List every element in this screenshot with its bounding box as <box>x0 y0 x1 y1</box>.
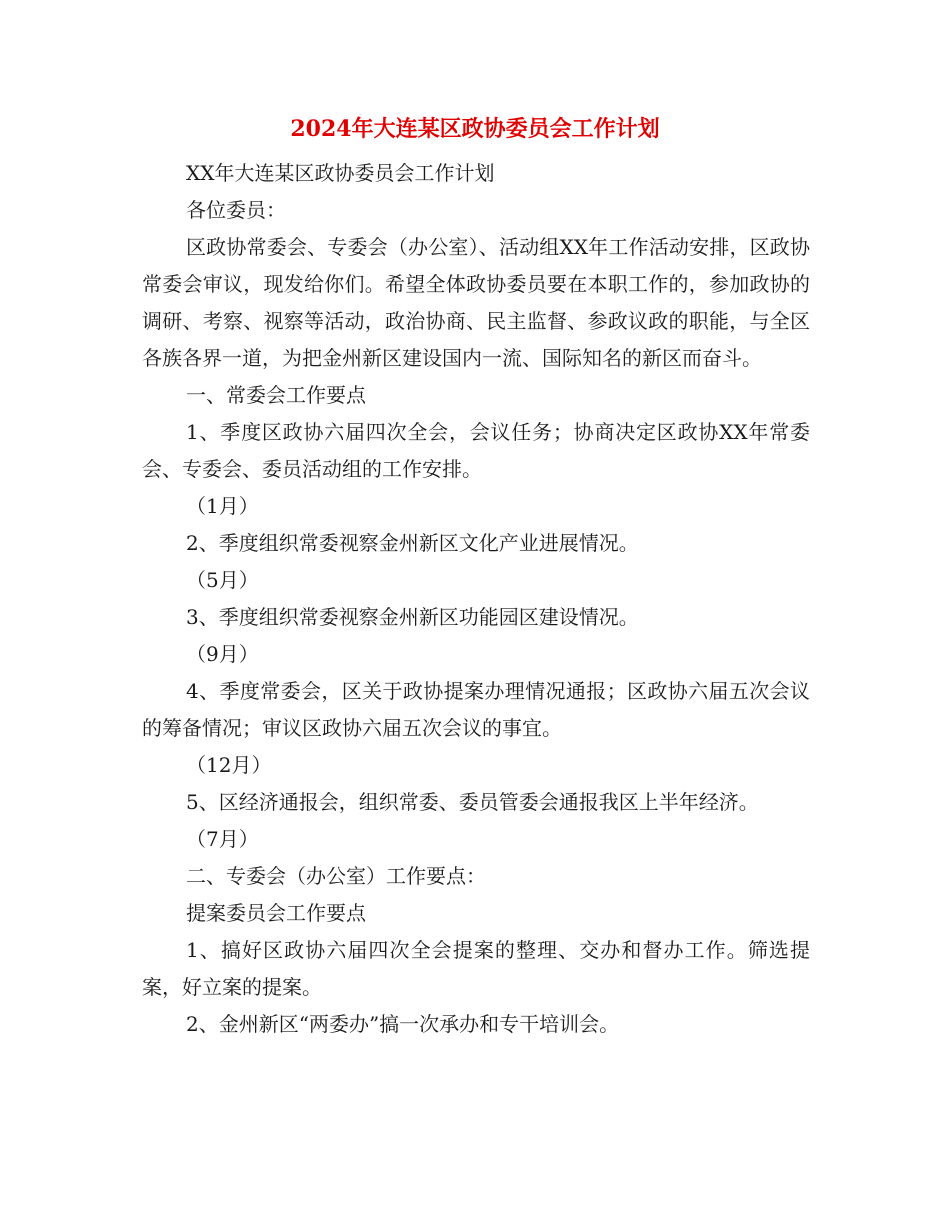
paragraph: （9月） <box>186 642 259 666</box>
section-heading: 二、专委会（办公室）工作要点： <box>186 864 486 888</box>
paragraph: 1、搞好区政协六届四次全会提案的整理、交办和督办工作。筛选提案，好立案的提案。 <box>142 938 810 999</box>
paragraph: （5月） <box>186 568 259 592</box>
paragraph: 2、季度组织常委视察金州新区文化产业进展情况。 <box>186 531 639 555</box>
paragraph: 4、季度常委会，区关于政协提案办理情况通报；区政协六届五次会议的筹备情况；审议区政协六届五次会议的事宜。 <box>142 679 810 740</box>
paragraph: 5、区经济通报会，组织常委、委员管委会通报我区上半年经济。 <box>186 790 759 814</box>
section-heading: 一、常委会工作要点 <box>186 383 366 407</box>
document-title: 2024年大连某区政协委员会工作计划 <box>290 116 660 142</box>
paragraph: （12月） <box>186 753 272 777</box>
paragraph: XX年大连某区政协委员会工作计划 <box>186 161 495 185</box>
paragraph: 3、季度组织常委视察金州新区功能园区建设情况。 <box>186 605 639 629</box>
paragraph: 区政协常委会、专委会（办公室）、活动组XX年工作活动安排，区政协常委会审议，现发给你们。希望全体政协委员要在本职工作的，参加政协的调研、考察、视察等活动，政治协商、民主监督、参政议政的职能，与全区各族各界一道，为把金州新区建设国内一流、国际知名的新区而奋斗。 <box>142 235 810 370</box>
paragraph: （1月） <box>186 494 259 518</box>
paragraph: 各位委员： <box>186 198 286 222</box>
document-body <box>142 155 810 1043</box>
paragraph: 2、金州新区“两委办”搞一次承办和专干培训会。 <box>186 1012 620 1036</box>
subsection-heading: 提案委员会工作要点 <box>186 901 366 925</box>
paragraph: 1、季度区政协六届四次全会，会议任务；协商决定区政协XX年常委会、专委会、委员活动组的工作安排。 <box>142 420 810 481</box>
paragraph: （7月） <box>186 827 259 851</box>
